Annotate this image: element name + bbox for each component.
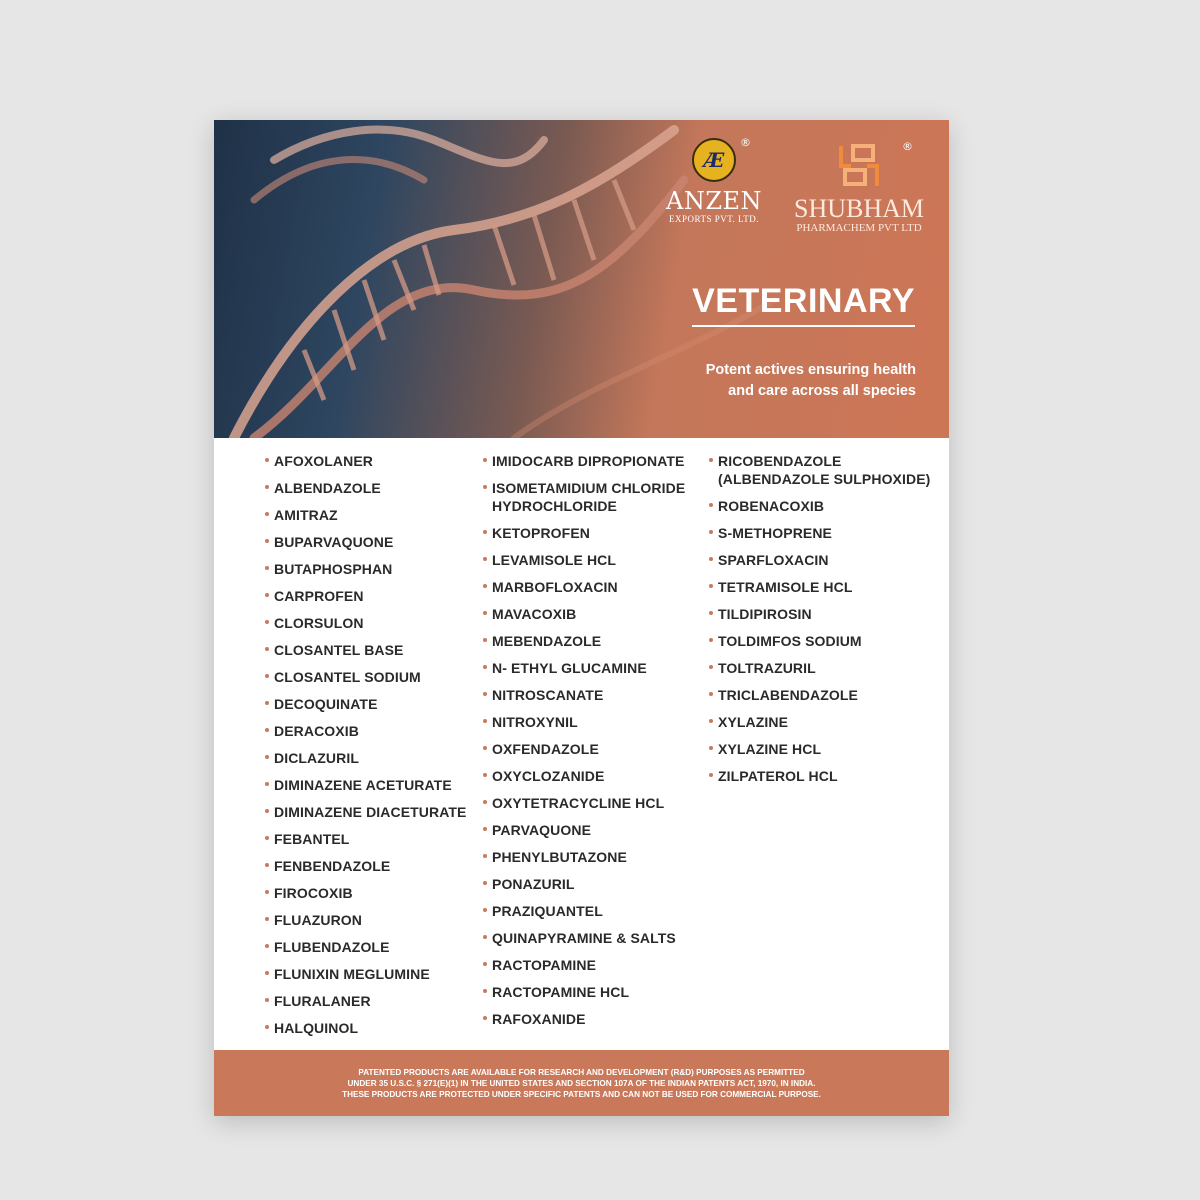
product-list-item: IMIDOCARB DIPROPIONATE <box>484 452 685 470</box>
product-list-item: FLURALANER <box>266 992 467 1010</box>
product-list-item: FLUNIXIN MEGLUMINE <box>266 965 467 983</box>
product-list-item: BUTAPHOSPHAN <box>266 560 467 578</box>
product-list-item: MAVACOXIB <box>484 605 685 623</box>
product-list-item: TOLTRAZURIL <box>710 659 930 677</box>
product-list-item: BUPARVAQUONE <box>266 533 467 551</box>
product-list-item: ROBENACOXIB <box>710 497 930 515</box>
product-list-item: ZILPATEROL HCL <box>710 767 930 785</box>
registered-mark: ® <box>902 140 913 153</box>
product-list-item: PONAZURIL <box>484 875 685 893</box>
shubham-subtitle: PHARMACHEM PVT LTD <box>796 222 922 234</box>
product-list-item: RICOBENDAZOLE (ALBENDAZOLE SULPHOXIDE) <box>710 452 930 488</box>
product-list-item: PRAZIQUANTEL <box>484 902 685 920</box>
product-list-item: S-METHOPRENE <box>710 524 930 542</box>
product-list-item: XYLAZINE <box>710 713 930 731</box>
product-list-item: NITROXYNIL <box>484 713 685 731</box>
veterinary-brochure <box>214 120 949 1116</box>
product-list-item: ALBENDAZOLE <box>266 479 467 497</box>
product-column-2 <box>484 452 685 1037</box>
product-list-item: DICLAZURIL <box>266 749 467 767</box>
product-list-item: CLOSANTEL BASE <box>266 641 467 659</box>
product-list-item: RACTOPAMINE <box>484 956 685 974</box>
product-column-3 <box>710 452 930 794</box>
product-list-item: MEBENDAZOLE <box>484 632 685 650</box>
product-list-item: XYLAZINE HCL <box>710 740 930 758</box>
anzen-subtitle: EXPORTS PVT. LTD. <box>669 214 759 224</box>
product-list-item: SPARFLOXACIN <box>710 551 930 569</box>
product-list-item: NITROSCANATE <box>484 686 685 704</box>
product-list-item: CLORSULON <box>266 614 467 632</box>
product-list-item: OXFENDAZOLE <box>484 740 685 758</box>
registered-mark: ® <box>740 136 751 149</box>
product-list-item: CLOSANTEL SODIUM <box>266 668 467 686</box>
product-list-item: PARVAQUONE <box>484 821 685 839</box>
shubham-logo <box>794 140 925 234</box>
product-list-item: OXYCLOZANIDE <box>484 767 685 785</box>
product-list-item: ISOMETAMIDIUM CHLORIDE HYDROCHLORIDE <box>484 479 685 515</box>
disclaimer-line: UNDER 35 U.S.C. § 271(E)(1) IN THE UNITED STATES AND SECTION 107A OF THE INDIAN PATENTS ACT, 1970, IN INDIA. <box>347 1078 816 1088</box>
product-list-item: PHENYLBUTAZONE <box>484 848 685 866</box>
product-list-item: AMITRAZ <box>266 506 467 524</box>
tagline <box>706 360 916 402</box>
product-list-item: DERACOXIB <box>266 722 467 740</box>
shubham-mark-icon <box>837 144 881 188</box>
product-list-item: FLUBENDAZOLE <box>266 938 467 956</box>
anzen-logo <box>662 138 766 224</box>
product-list-item: DIMINAZENE DIACETURATE <box>266 803 467 821</box>
product-list-item: KETOPROFEN <box>484 524 685 542</box>
product-list-item: FIROCOXIB <box>266 884 467 902</box>
dna-hero-banner <box>214 120 949 438</box>
product-list-item: FLUAZURON <box>266 911 467 929</box>
disclaimer-line: PATENTED PRODUCTS ARE AVAILABLE FOR RESEARCH AND DEVELOPMENT (R&D) PURPOSES AS PERMITTED <box>358 1067 805 1077</box>
product-list-item: AFOXOLANER <box>266 452 467 470</box>
tagline-line: and care across all species <box>728 383 916 399</box>
product-list-item: RACTOPAMINE HCL <box>484 983 685 1001</box>
product-list-item: TRICLABENDAZOLE <box>710 686 930 704</box>
product-list-item: FEBANTEL <box>266 830 467 848</box>
product-list-item: DIMINAZENE ACETURATE <box>266 776 467 794</box>
anzen-globe-icon: Æ <box>692 138 736 182</box>
product-list-item: RAFOXANIDE <box>484 1010 685 1028</box>
product-list-item: CARPROFEN <box>266 587 467 605</box>
product-list-item: DECOQUINATE <box>266 695 467 713</box>
product-list-item: QUINAPYRAMINE & SALTS <box>484 929 685 947</box>
product-list-item: LEVAMISOLE HCL <box>484 551 685 569</box>
tagline-line: Potent actives ensuring health <box>705 362 916 378</box>
shubham-name: SHUBHAM <box>794 194 925 223</box>
product-list-item: HALQUINOL <box>266 1019 467 1037</box>
product-column-1 <box>266 452 467 1046</box>
anzen-name: ANZEN <box>665 187 763 215</box>
product-list-item: TILDIPIROSIN <box>710 605 930 623</box>
product-list-item: FENBENDAZOLE <box>266 857 467 875</box>
product-list-item: N- ETHYL GLUCAMINE <box>484 659 685 677</box>
page-title: VETERINARY <box>692 282 915 327</box>
disclaimer-line: THESE PRODUCTS ARE PROTECTED UNDER SPECIFIC PATENTS AND CAN NOT BE USED FOR COMMERCIAL PURPOSE. <box>342 1089 821 1099</box>
product-list-item: MARBOFLOXACIN <box>484 578 685 596</box>
product-list-item: TOLDIMFOS SODIUM <box>710 632 930 650</box>
product-list-item: TETRAMISOLE HCL <box>710 578 930 596</box>
product-list-item: OXYTETRACYCLINE HCL <box>484 794 685 812</box>
patent-disclaimer-footer <box>214 1050 949 1116</box>
